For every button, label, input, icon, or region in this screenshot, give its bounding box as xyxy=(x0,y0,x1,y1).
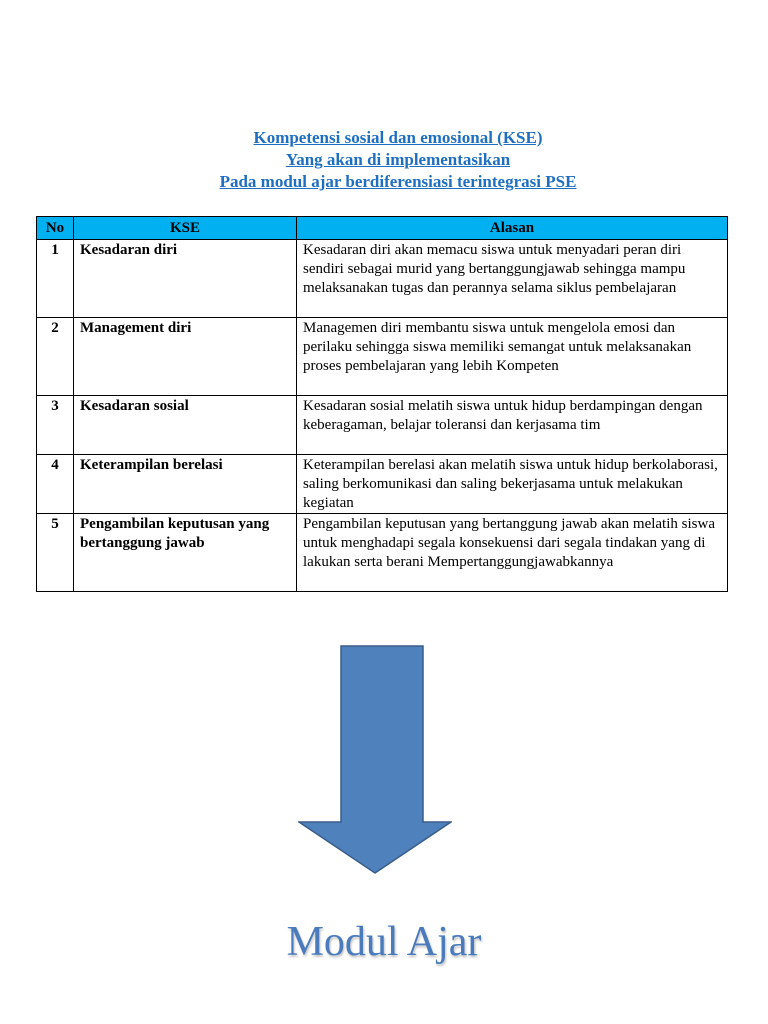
row-kse: Kesadaran diri xyxy=(74,240,297,318)
row-alasan: Keterampilan berelasi akan melatih siswa untuk hidup berkolaborasi, saling berkomunikasi dan saling bekerjasama untuk melakukan kegiatan xyxy=(297,455,728,514)
header-no: No xyxy=(37,217,74,240)
row-kse: Pengambilan keputusan yang bertanggung jawab xyxy=(74,514,297,592)
row-number: 4 xyxy=(37,455,74,514)
kse-table xyxy=(36,216,728,592)
table-row xyxy=(37,318,728,396)
heading-line-3: Pada modul ajar berdiferensiasi terintegrasi PSE xyxy=(219,172,577,191)
header-alasan: Alasan xyxy=(297,217,728,240)
header-kse: KSE xyxy=(74,217,297,240)
row-kse: Kesadaran sosial xyxy=(74,396,297,455)
modul-ajar-label: Modul Ajar xyxy=(286,919,482,965)
heading-line-1: Kompetensi sosial dan emosional (KSE) xyxy=(253,128,543,147)
table-row xyxy=(37,455,728,514)
down-arrow-shape xyxy=(299,646,451,873)
table-row xyxy=(37,396,728,455)
row-number: 2 xyxy=(37,318,74,396)
row-number: 5 xyxy=(37,514,74,592)
down-arrow-icon xyxy=(298,645,452,875)
row-alasan: Kesadaran diri akan memacu siswa untuk menyadari peran diri sendiri sebagai murid yang bertanggungjawab sehingga mampu melaksanakan tugas dan perannya selama siklus pembelajaran xyxy=(297,240,728,318)
row-alasan: Managemen diri membantu siswa untuk mengelola emosi dan perilaku sehingga siswa memiliki semangat untuk melaksanakan proses pembelajaran yang lebih Kompeten xyxy=(297,318,728,396)
row-number: 1 xyxy=(37,240,74,318)
row-alasan: Kesadaran sosial melatih siswa untuk hidup berdampingan dengan keberagaman, belajar toleransi dan kerjasama tim xyxy=(297,396,728,455)
table-header-row xyxy=(37,217,728,240)
table-row xyxy=(37,240,728,318)
heading-line-2: Yang akan di implementasikan xyxy=(285,150,511,169)
document-heading xyxy=(0,127,768,193)
row-kse: Management diri xyxy=(74,318,297,396)
row-alasan: Pengambilan keputusan yang bertanggung jawab akan melatih siswa untuk menghadapi segala konsekuensi dari segala tindakan yang di lakukan serta berani Mempertanggungjawabkannya xyxy=(297,514,728,592)
table-row xyxy=(37,514,728,592)
row-number: 3 xyxy=(37,396,74,455)
row-kse: Keterampilan berelasi xyxy=(74,455,297,514)
